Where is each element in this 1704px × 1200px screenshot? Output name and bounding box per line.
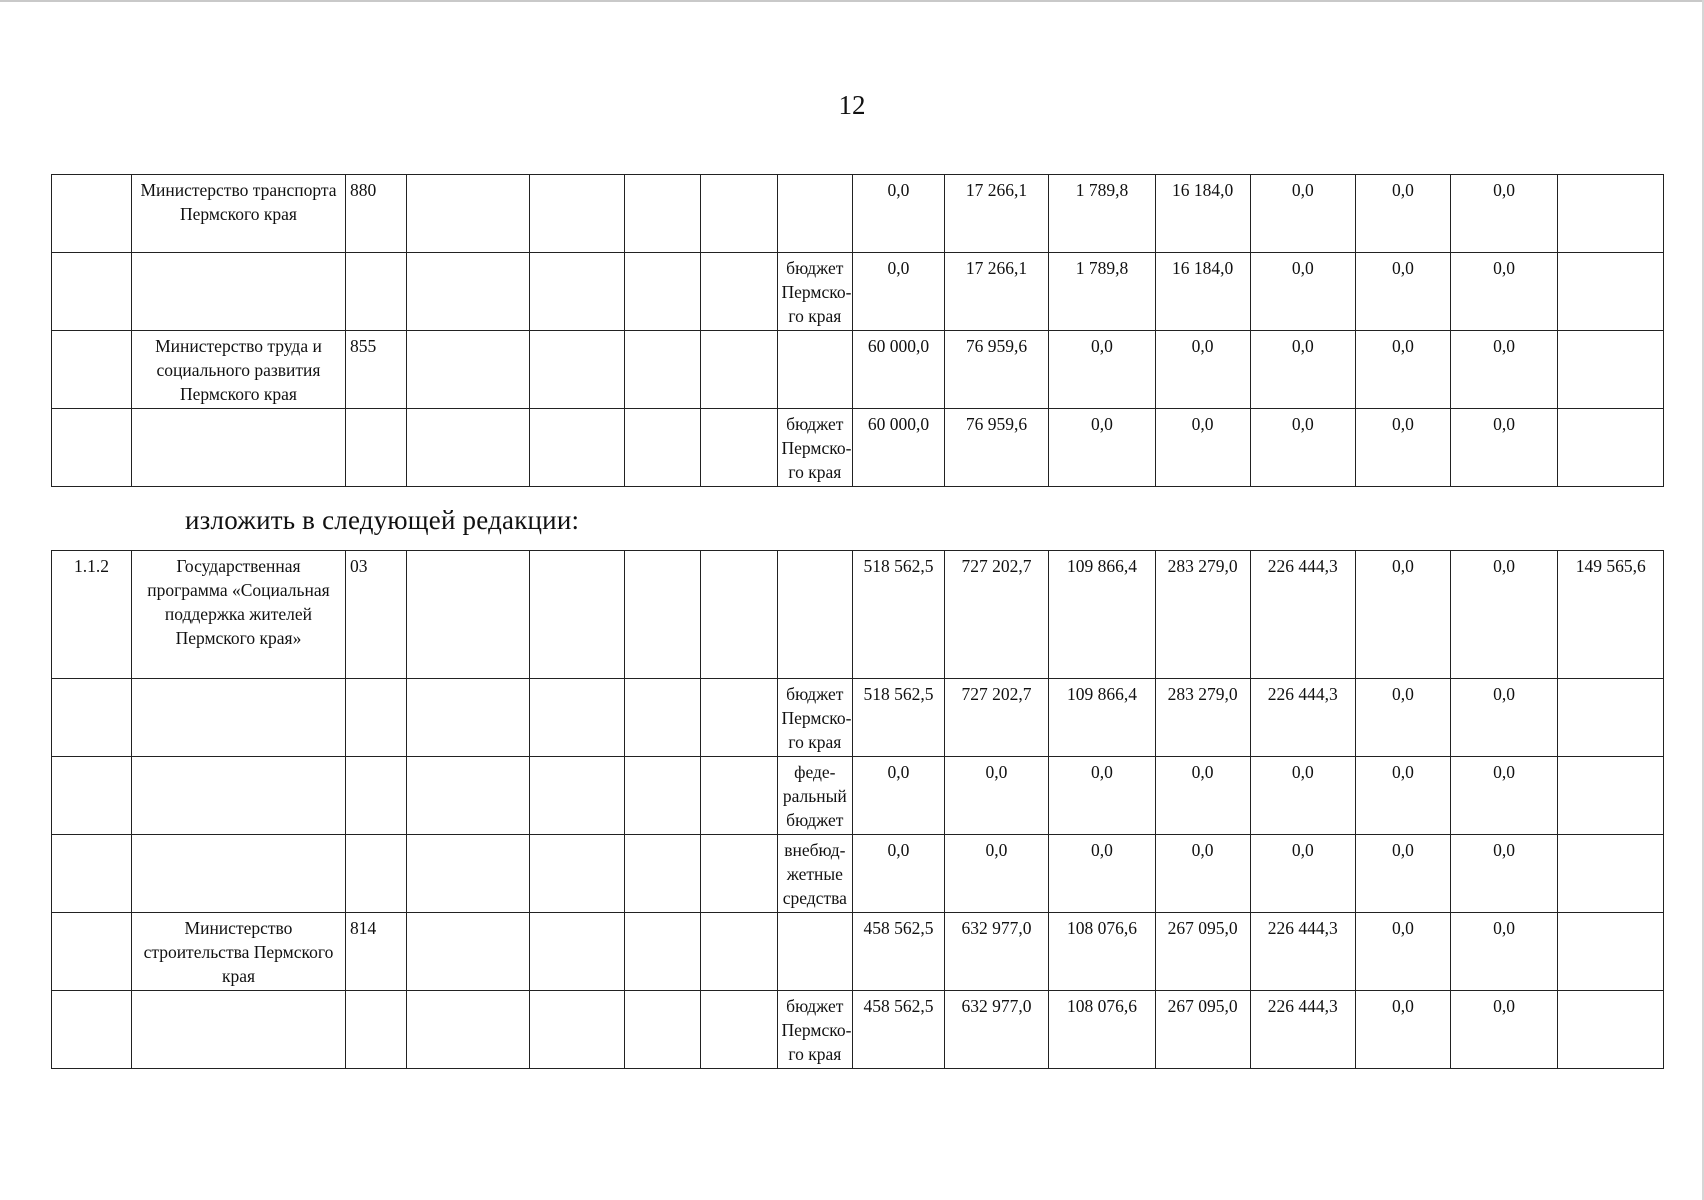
row-code-cell	[52, 991, 132, 1069]
amount-cell: 727 202,7	[944, 551, 1048, 679]
amount-cell: 0,0	[1155, 835, 1250, 913]
amount-cell: 0,0	[1250, 835, 1355, 913]
amount-cell: 0,0	[853, 757, 945, 835]
empty-cell	[530, 253, 625, 331]
funding-source-cell	[777, 175, 853, 253]
amount-cell: 0,0	[1250, 253, 1355, 331]
row-name-cell	[131, 409, 345, 487]
row-grbs-cell	[346, 835, 407, 913]
empty-cell	[406, 835, 530, 913]
amount-cell	[1558, 835, 1664, 913]
row-grbs-cell	[346, 409, 407, 487]
empty-cell	[530, 551, 625, 679]
amount-cell	[1558, 991, 1664, 1069]
amount-cell: 0,0	[1049, 757, 1156, 835]
row-grbs-cell	[346, 253, 407, 331]
amount-cell: 0,0	[1355, 253, 1450, 331]
amount-cell: 1 789,8	[1049, 253, 1156, 331]
table-row	[52, 913, 1664, 991]
funding-source-cell	[777, 913, 853, 991]
empty-cell	[625, 551, 701, 679]
amount-cell: 0,0	[1250, 175, 1355, 253]
funding-source-cell: бюджет Пермско-го края	[777, 409, 853, 487]
amount-cell: 226 444,3	[1250, 679, 1355, 757]
amount-cell: 0,0	[1450, 835, 1558, 913]
amount-cell: 0,0	[1250, 757, 1355, 835]
empty-cell	[530, 835, 625, 913]
funding-source-cell	[777, 551, 853, 679]
amount-cell	[1558, 253, 1664, 331]
amount-cell: 0,0	[853, 835, 945, 913]
amount-cell: 0,0	[1355, 757, 1450, 835]
amount-cell: 16 184,0	[1155, 253, 1250, 331]
empty-cell	[625, 679, 701, 757]
funding-source-cell	[777, 331, 853, 409]
row-name-cell: Министерство транспорта Пермского края	[131, 175, 345, 253]
amount-cell: 0,0	[1450, 331, 1558, 409]
empty-cell	[406, 409, 530, 487]
empty-cell	[625, 331, 701, 409]
amount-cell	[1558, 913, 1664, 991]
row-name-cell: Министерство строительства Пермского края	[131, 913, 345, 991]
empty-cell	[700, 913, 777, 991]
amount-cell: 226 444,3	[1250, 991, 1355, 1069]
amount-cell: 0,0	[1155, 409, 1250, 487]
empty-cell	[700, 409, 777, 487]
empty-cell	[406, 991, 530, 1069]
amount-cell: 0,0	[1049, 331, 1156, 409]
table-row	[52, 679, 1664, 757]
table-row	[52, 551, 1664, 679]
empty-cell	[530, 175, 625, 253]
row-name-cell: Государственная программа «Социальная поддержка жителей Пермского края»	[131, 551, 345, 679]
row-code-cell	[52, 253, 132, 331]
amount-cell: 226 444,3	[1250, 913, 1355, 991]
row-name-cell	[131, 835, 345, 913]
row-grbs-cell	[346, 991, 407, 1069]
amount-cell: 0,0	[1450, 253, 1558, 331]
amount-cell: 0,0	[1450, 551, 1558, 679]
amount-cell: 17 266,1	[944, 253, 1048, 331]
amount-cell	[1558, 409, 1664, 487]
amount-cell: 1 789,8	[1049, 175, 1156, 253]
amount-cell: 17 266,1	[944, 175, 1048, 253]
amount-cell: 0,0	[1450, 409, 1558, 487]
empty-cell	[406, 679, 530, 757]
amount-cell: 108 076,6	[1049, 991, 1156, 1069]
row-name-cell	[131, 679, 345, 757]
empty-cell	[406, 757, 530, 835]
table-row	[52, 409, 1664, 487]
amount-cell: 0,0	[1450, 175, 1558, 253]
amount-cell: 0,0	[1355, 835, 1450, 913]
row-name-cell: Министерство труда и социального развития Пермского края	[131, 331, 345, 409]
amount-cell: 0,0	[1250, 409, 1355, 487]
amount-cell: 16 184,0	[1155, 175, 1250, 253]
table-row	[52, 835, 1664, 913]
amount-cell: 632 977,0	[944, 991, 1048, 1069]
empty-cell	[625, 409, 701, 487]
budget-table-original	[51, 174, 1664, 487]
amount-cell: 60 000,0	[853, 331, 945, 409]
amount-cell: 0,0	[1355, 991, 1450, 1069]
row-name-cell	[131, 757, 345, 835]
amount-cell: 0,0	[1355, 175, 1450, 253]
funding-source-cell: бюджет Пермско-го края	[777, 679, 853, 757]
empty-cell	[700, 253, 777, 331]
amount-cell: 0,0	[1450, 757, 1558, 835]
amount-cell: 0,0	[853, 175, 945, 253]
funding-source-cell: внебюд-жетные средства	[777, 835, 853, 913]
row-grbs-cell: 855	[346, 331, 407, 409]
amount-cell: 0,0	[1049, 835, 1156, 913]
amount-cell: 458 562,5	[853, 991, 945, 1069]
amount-cell: 0,0	[1049, 409, 1156, 487]
amount-cell: 0,0	[1355, 551, 1450, 679]
row-code-cell	[52, 757, 132, 835]
amount-cell: 267 095,0	[1155, 913, 1250, 991]
empty-cell	[625, 175, 701, 253]
empty-cell	[700, 991, 777, 1069]
row-code-cell	[52, 409, 132, 487]
amount-cell	[1558, 679, 1664, 757]
amount-cell	[1558, 331, 1664, 409]
empty-cell	[700, 679, 777, 757]
empty-cell	[700, 331, 777, 409]
row-grbs-cell: 814	[346, 913, 407, 991]
amount-cell: 0,0	[1450, 679, 1558, 757]
funding-source-cell: бюджет Пермско-го края	[777, 991, 853, 1069]
row-code-cell	[52, 175, 132, 253]
empty-cell	[625, 991, 701, 1069]
table-row	[52, 331, 1664, 409]
empty-cell	[530, 409, 625, 487]
amount-cell: 518 562,5	[853, 551, 945, 679]
amendment-heading: изложить в следующей редакции:	[185, 505, 580, 535]
row-grbs-cell	[346, 679, 407, 757]
row-grbs-cell: 880	[346, 175, 407, 253]
amount-cell: 0,0	[853, 253, 945, 331]
amount-cell: 458 562,5	[853, 913, 945, 991]
empty-cell	[625, 913, 701, 991]
amount-cell: 76 959,6	[944, 331, 1048, 409]
table-row	[52, 253, 1664, 331]
row-name-cell	[131, 253, 345, 331]
amount-cell: 0,0	[1355, 913, 1450, 991]
empty-cell	[530, 757, 625, 835]
empty-cell	[530, 913, 625, 991]
amount-cell: 727 202,7	[944, 679, 1048, 757]
amount-cell	[1558, 175, 1664, 253]
row-name-cell	[131, 991, 345, 1069]
row-grbs-cell: 03	[346, 551, 407, 679]
table-row	[52, 757, 1664, 835]
amount-cell: 0,0	[1355, 331, 1450, 409]
empty-cell	[530, 679, 625, 757]
empty-cell	[530, 331, 625, 409]
amount-cell: 0,0	[1450, 991, 1558, 1069]
amount-cell: 109 866,4	[1049, 679, 1156, 757]
empty-cell	[700, 757, 777, 835]
amount-cell: 0,0	[1250, 331, 1355, 409]
row-code-cell	[52, 913, 132, 991]
empty-cell	[406, 253, 530, 331]
amount-cell: 518 562,5	[853, 679, 945, 757]
empty-cell	[406, 331, 530, 409]
amount-cell: 226 444,3	[1250, 551, 1355, 679]
empty-cell	[406, 175, 530, 253]
row-code-cell	[52, 331, 132, 409]
amount-cell: 108 076,6	[1049, 913, 1156, 991]
amount-cell: 76 959,6	[944, 409, 1048, 487]
empty-cell	[625, 835, 701, 913]
table-row	[52, 991, 1664, 1069]
empty-cell	[700, 551, 777, 679]
empty-cell	[700, 835, 777, 913]
amount-cell: 0,0	[944, 835, 1048, 913]
amount-cell	[1558, 757, 1664, 835]
amount-cell: 149 565,6	[1558, 551, 1664, 679]
row-grbs-cell	[346, 757, 407, 835]
amount-cell: 60 000,0	[853, 409, 945, 487]
amount-cell: 283 279,0	[1155, 551, 1250, 679]
empty-cell	[406, 913, 530, 991]
amount-cell: 0,0	[1155, 757, 1250, 835]
amount-cell: 632 977,0	[944, 913, 1048, 991]
empty-cell	[700, 175, 777, 253]
row-code-cell	[52, 679, 132, 757]
amount-cell: 283 279,0	[1155, 679, 1250, 757]
amount-cell: 0,0	[1355, 679, 1450, 757]
amount-cell: 0,0	[944, 757, 1048, 835]
budget-table-revised	[51, 550, 1664, 1069]
amount-cell: 109 866,4	[1049, 551, 1156, 679]
table-row	[52, 175, 1664, 253]
funding-source-cell: бюджет Пермско-го края	[777, 253, 853, 331]
empty-cell	[625, 757, 701, 835]
scan-edge-top	[0, 0, 1704, 2]
amount-cell: 0,0	[1155, 331, 1250, 409]
funding-source-cell: феде-ральный бюджет	[777, 757, 853, 835]
page-number: 12	[838, 90, 866, 120]
empty-cell	[530, 991, 625, 1069]
amount-cell: 0,0	[1450, 913, 1558, 991]
empty-cell	[625, 253, 701, 331]
amount-cell: 267 095,0	[1155, 991, 1250, 1069]
empty-cell	[406, 551, 530, 679]
row-code-cell	[52, 835, 132, 913]
row-code-cell: 1.1.2	[52, 551, 132, 679]
amount-cell: 0,0	[1355, 409, 1450, 487]
